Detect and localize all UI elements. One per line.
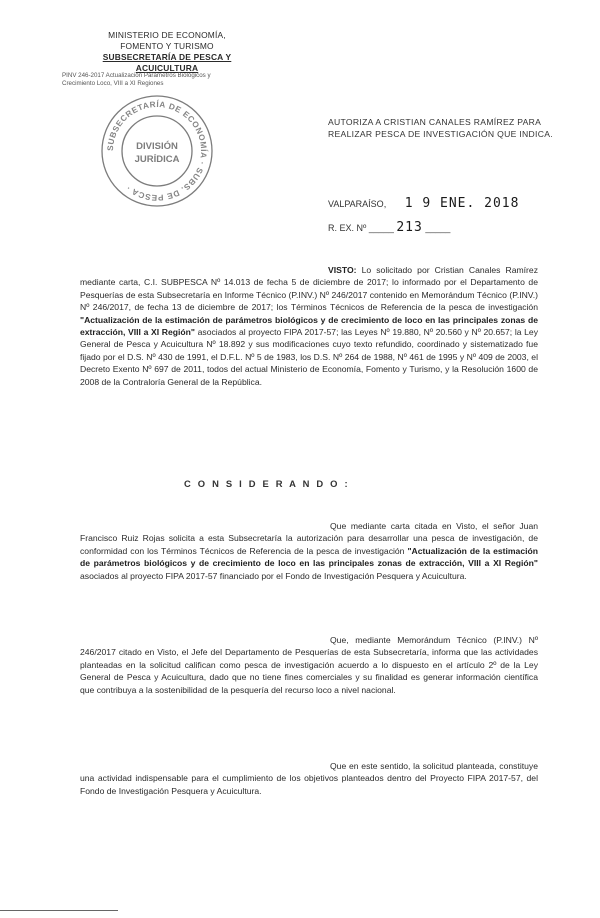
considerando-heading: C O N S I D E R A N D O : [184,478,350,489]
title-line-1: AUTORIZA A CRISTIAN CANALES RAMÍREZ PARA [328,117,542,127]
footer-rule [0,910,118,911]
considerando-1-project-title: "Actualización de la estimación de parámetros biológicos y de crecimiento de loco en las principales zonas de extracción, VIII a XI Región" [80,545,538,569]
header-subsecretaria: SUBSECRETARÍA DE PESCA Y ACUICULTURA [102,52,232,73]
considerando-1-text-c: asociados al proyecto FIPA 2017-57 financiado por el Fondo de Investigación Pesquera y Acuicultura. [80,570,467,581]
ministry-header [82,30,252,74]
considerando-1-text-a: Que mediante carta citada en Visto, el señor Juan Francisco Ruiz Rojas solicita a esta Subsecretaría la autorización para desarrollar una pesca de investigación, de conformidad con los Términos Técnicos de Referencia de la pesca de investigación [80,521,538,556]
considerando-1 [80,520,538,582]
stamp-center-2: JURÍDICA [134,154,180,165]
date-stamp: 1 9 ENE. 2018 [404,196,520,211]
header-ministry-2: FOMENTO Y TURISMO [120,41,214,51]
resolution-title [328,116,558,140]
considerando-3 [80,760,538,797]
header-reference-2: Crecimiento Loco, VIII a XI Regiones [62,80,164,87]
visto-project-title: "Actualización de la estimación de parámetros biológicos y de crecimiento de loco en las principales zonas de extracción, VIII a XI Región" [80,314,538,338]
considerando-3-text: Que en este sentido, la solicitud planteada, constituye una actividad indispensable para el cumplimiento de los objetivos planteados dentro del Proyecto FIPA 2017-57, del Fondo de Investigación Pesquera y Acuicultura. [80,761,538,796]
exento-label: R. EX. Nº [328,223,367,233]
visto-label: VISTO: [328,265,357,275]
visto-paragraph [80,264,538,388]
date-label: VALPARAÍSO, [328,199,387,209]
considerando-2 [80,634,538,696]
stamp-center-1: DIVISIÓN [136,141,178,152]
title-line-2: REALIZAR PESCA DE INVESTIGACIÓN QUE INDICA. [328,129,553,139]
considerando-2-text: Que, mediante Memorándum Técnico (P.INV.) Nº 246/2017 citado en Visto, el Jefe del Departamento de Pesquerías de esta Subsecretaría, informa que las actividades planteadas en la solicitud califican como pesca de investigación acuerdo a lo dispuesto en el artículo 2º de la Ley General de Pesca y Acuicultura, dado que no tiene fines comerciales y su finalidad es generar información científica que contribuya a la sostenibilidad de la pesquería del recurso loco a nivel nacional. [80,635,538,695]
date-row [328,196,519,211]
visto-text-2: asociados al proyecto FIPA 2017-57; las Leyes Nº 19.880, Nº 20.560 y Nº 20.657; la Ley General de Pesca y Acuicultura Nº 18.892 y sus modificaciones cuyo texto refundido, coordinado y sistematizado fue fijado por el D.S. Nº 430 de 1991, el D.F.L. Nº 5 de 1983, los D.S. Nº 264 de 1988, Nº 461 de 1995 y Nº 409 de 2003, el Decreto Exento Nº 697 de 2011, todos del actual Ministerio de Economía, Fomento y Turismo, y la Resolución 1600 de 2008 de la Contraloría General de la República. [80,327,539,387]
official-stamp [98,92,216,210]
header-ministry: MINISTERIO DE ECONOMÍA, [108,30,226,40]
stamp-ring-text: SUBSECRETARÍA DE ECONOMÍA · SUBS. DE PESCA · [105,99,209,203]
header-reference-1: PINV 246-2017 Actualización Parámetros Biológicos y [62,72,211,79]
visto-text-1: Lo solicitado por Cristian Canales Ramírez mediante carta, C.I. SUBPESCA Nº 14.013 de fecha 5 de diciembre de 2017; lo informado por el Departamento de Pesquerías de esta Subsecretaría en Informe Técnico (P.INV.) Nº 246/2017 contenido en Memorándum Técnico (P.INV.) Nº 246/2017, de fecha 13 de diciembre de 2017; los Términos Técnicos de Referencia de la pesca de investigación [80,265,538,313]
exento-number: 213 [396,220,423,235]
exento-row: R. EX. Nº _____ 213 _____ [328,220,451,235]
header-reference [62,72,272,88]
